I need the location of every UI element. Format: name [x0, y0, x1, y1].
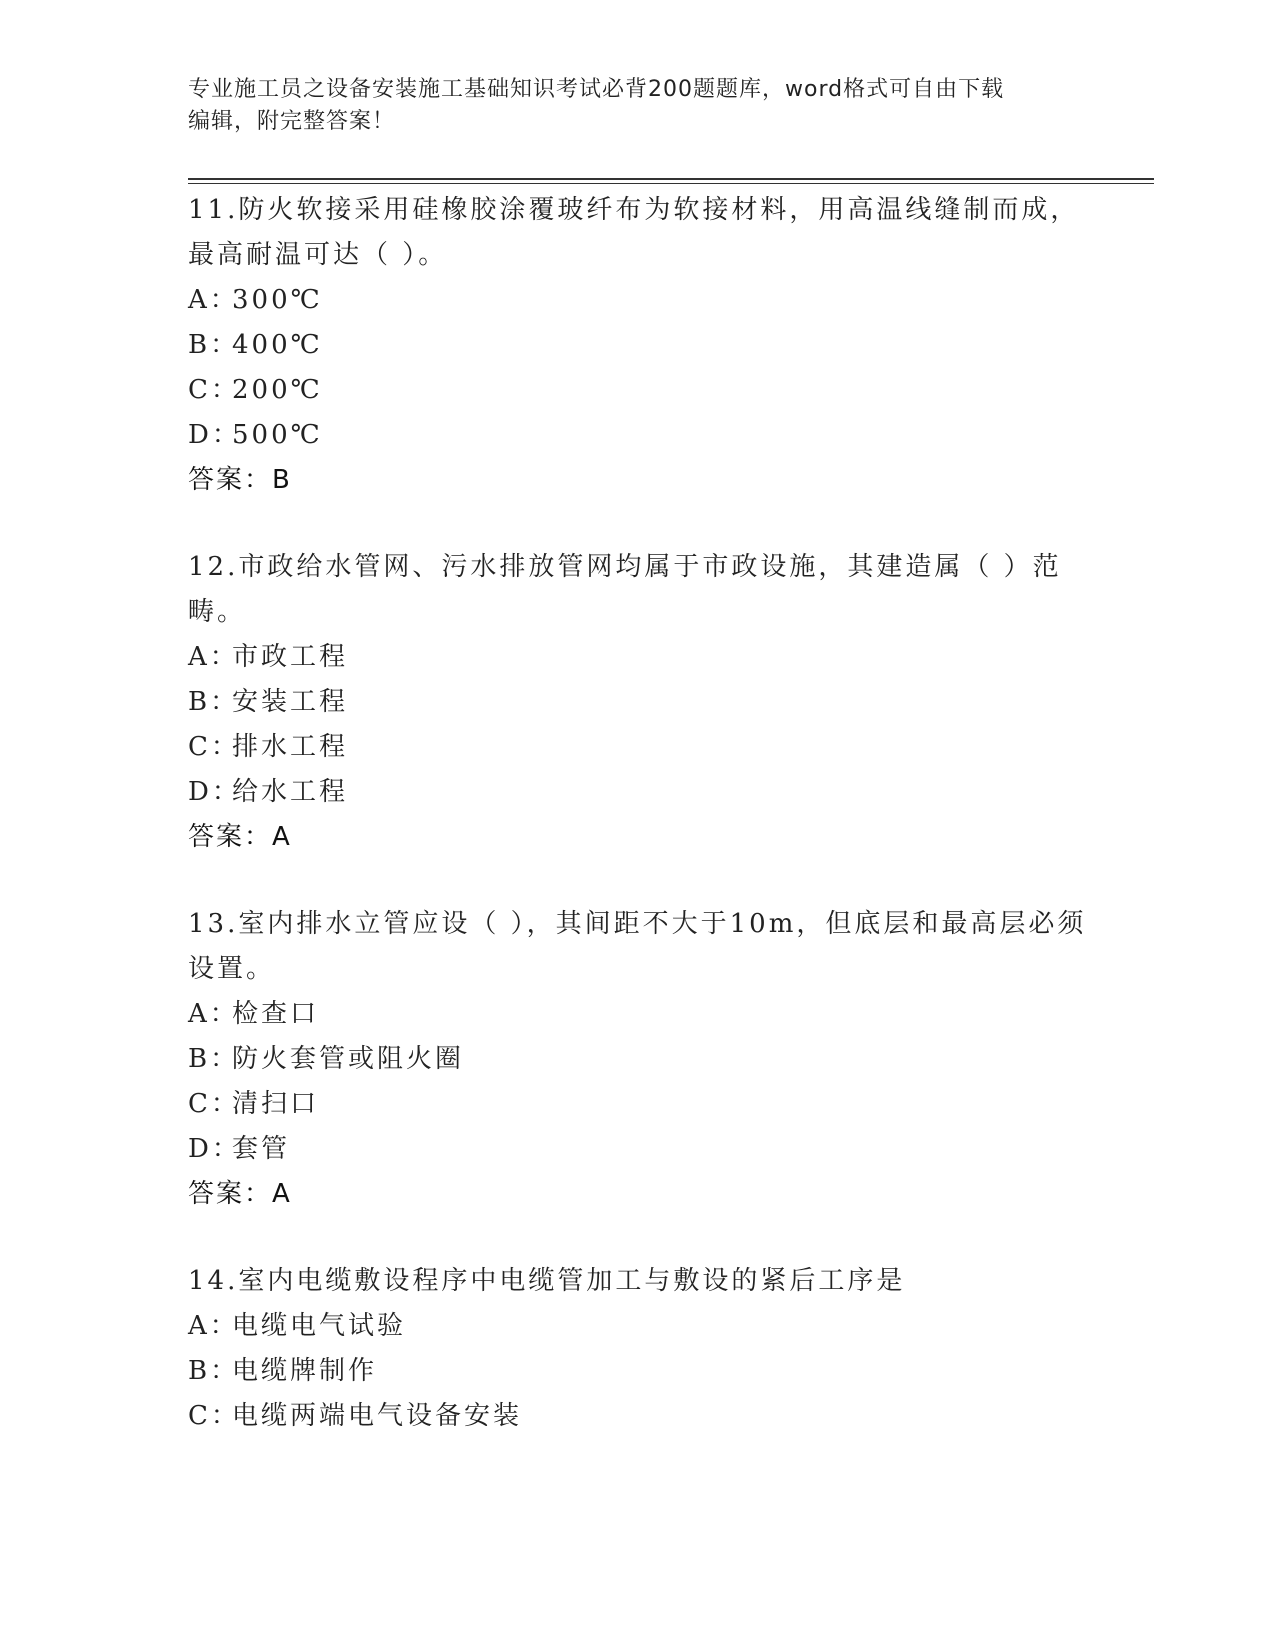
- option-key: B：: [188, 687, 240, 717]
- option-text: 400℃: [232, 330, 323, 360]
- header-divider-thin: [188, 183, 1154, 184]
- option-key: D：: [188, 1134, 241, 1164]
- header-title-line-1: 专业施工员之设备安装施工基础知识考试必背200题题库，word格式可自由下载: [188, 77, 1005, 102]
- option-text: 200℃: [232, 375, 323, 405]
- option-text: 500℃: [232, 420, 323, 450]
- option-a: [188, 278, 1088, 323]
- option-text: 市政工程: [232, 642, 349, 672]
- option-d: [188, 413, 1088, 458]
- question-stem: 12.市政给水管网、污水排放管网均属于市政设施，其建造属（ ）范畴。: [188, 552, 1062, 627]
- option-a: [188, 635, 1088, 680]
- option-key: A：: [188, 1311, 239, 1341]
- option-text: 300℃: [232, 285, 323, 315]
- question-list: [188, 188, 1088, 1481]
- header-title-line-2: 编辑，附完整答案！: [188, 109, 396, 134]
- question-stem: 13.室内排水立管应设（ ），其间距不大于10m，但底层和最高层必须设置。: [188, 909, 1087, 984]
- option-key: C：: [188, 732, 240, 762]
- option-a: [188, 1304, 1088, 1349]
- option-b: [188, 1349, 1088, 1394]
- option-key: C：: [188, 375, 240, 405]
- option-text: 安装工程: [232, 687, 349, 717]
- option-c: [188, 1082, 1088, 1127]
- option-text: 电缆电气试验: [232, 1311, 407, 1341]
- answer-line: 答案：B: [188, 465, 292, 495]
- question-stem: 11.防火软接采用硅橡胶涂覆玻纤布为软接材料，用高温线缝制而成，最高耐温可达（ ）。: [188, 195, 1080, 270]
- header-divider-thick: [188, 178, 1154, 180]
- option-key: D：: [188, 420, 241, 450]
- option-text: 排水工程: [232, 732, 349, 762]
- answer-line: 答案：A: [188, 822, 292, 852]
- option-c: [188, 368, 1088, 413]
- option-text: 给水工程: [232, 777, 349, 807]
- option-key: B：: [188, 330, 240, 360]
- option-c: [188, 725, 1088, 770]
- option-b: [188, 323, 1088, 368]
- option-text: 电缆牌制作: [232, 1356, 378, 1386]
- option-text: 电缆两端电气设备安装: [232, 1401, 523, 1431]
- option-key: B：: [188, 1044, 240, 1074]
- option-d: [188, 1127, 1088, 1172]
- document-header: [188, 74, 1088, 138]
- option-key: A：: [188, 999, 239, 1029]
- option-key: B：: [188, 1356, 240, 1386]
- question-stem: 14.室内电缆敷设程序中电缆管加工与敷设的紧后工序是: [188, 1266, 906, 1296]
- question-item: [188, 545, 1088, 860]
- option-text: 防火套管或阻火圈: [232, 1044, 465, 1074]
- option-text: 清扫口: [232, 1089, 320, 1119]
- option-key: A：: [188, 642, 239, 672]
- question-item: [188, 902, 1088, 1217]
- option-key: D：: [188, 777, 241, 807]
- option-key: C：: [188, 1401, 240, 1431]
- answer-line: 答案：A: [188, 1179, 292, 1209]
- option-key: C：: [188, 1089, 240, 1119]
- option-d: [188, 770, 1088, 815]
- option-c: [188, 1394, 1088, 1439]
- option-text: 检查口: [232, 999, 320, 1029]
- question-item: [188, 1259, 1088, 1439]
- option-b: [188, 680, 1088, 725]
- option-key: A：: [188, 285, 239, 315]
- option-a: [188, 992, 1088, 1037]
- option-b: [188, 1037, 1088, 1082]
- option-text: 套管: [232, 1134, 291, 1164]
- question-item: [188, 188, 1088, 503]
